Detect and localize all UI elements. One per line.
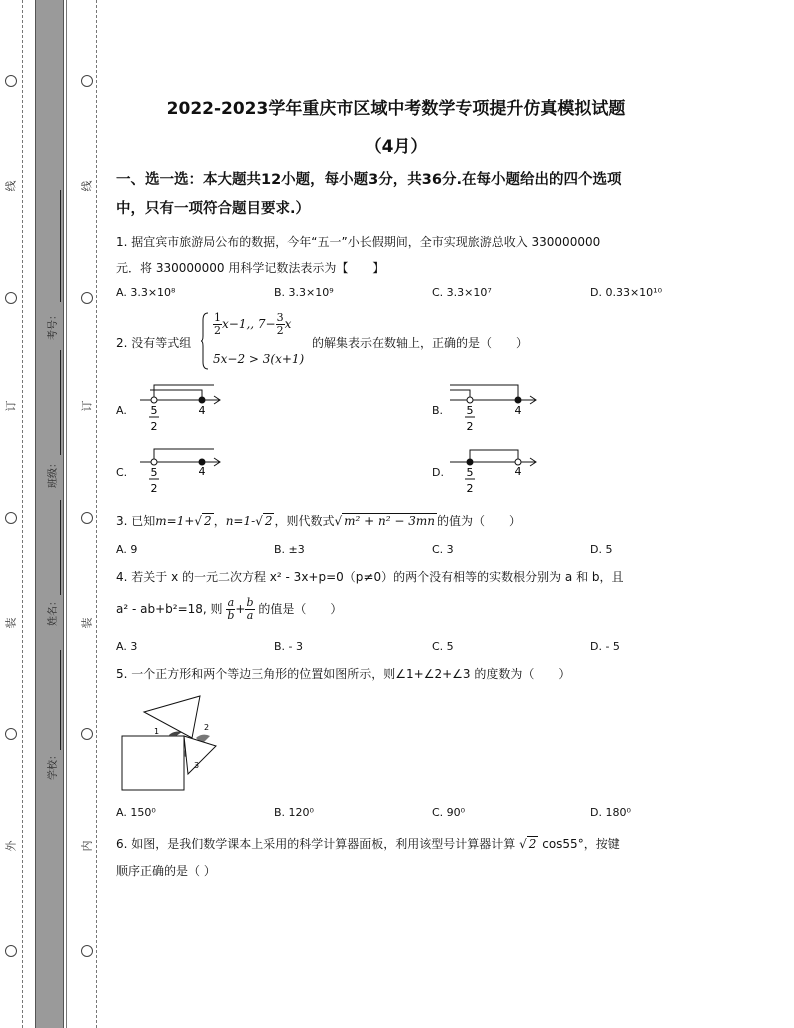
punch-hole [5,945,17,957]
field-name: 姓名： [48,596,59,626]
angle-label-1: 1 [154,727,160,736]
q2-number-line-a[interactable] [136,380,226,438]
q2-suffix: 的解集表示在数轴上，正确的是（ ） [312,336,529,350]
svg-text:4: 4 [514,465,522,478]
q5-option-a[interactable]: A. 150⁰ [116,806,156,819]
punch-hole [81,945,93,957]
name-line[interactable] [60,500,61,595]
q4-option-d[interactable]: D. - 5 [590,640,620,653]
q4-option-b[interactable]: B. - 3 [274,640,304,653]
svg-text:2: 2 [466,420,474,433]
q2-inequality-1: $\frac{1}{2}$ x−1,, 7− $\frac{3}{2}$ x [214,311,292,337]
q4-text-line1: 4. 若关于 x 的一元二次方程 x² - 3x+p=0（p≠0）的两个没有相等的实数根分别为 a 和 b，且 [116,570,624,584]
field-exam-number: 考号： [48,310,59,340]
angle-label-2: 2 [204,723,210,732]
punch-hole [5,512,17,524]
q3-text: 3. 已知m=1+√ 2 ，n=1-√ 2 ，则代数式√ m² + n² − 3mn 的值为（ ） [116,514,522,528]
q4-text-line2: a² - ab+b²=18, 则 $\frac{a}{b}$ + $\frac{b}{a}$ 的值是（ ） [116,596,343,622]
q1-option-d[interactable]: D. 0.33×10¹⁰ [590,286,662,299]
binding-margin [0,0,104,1028]
punch-hole [81,75,93,87]
field-class: 班级： [48,458,59,488]
exam-subtitle: （4月） [364,137,428,157]
punch-hole [5,75,17,87]
margin-char-xian: 线 [4,180,18,192]
q1-option-c[interactable]: C. 3.3×10⁷ [432,286,492,299]
q2-option-b[interactable]: B. [432,404,444,417]
punch-hole [81,292,93,304]
q1-text-line2: 元．将 330000000 用科学记数法表示为【 】 [116,261,385,275]
punch-hole [5,292,17,304]
svg-text:4: 4 [198,404,206,417]
q5-option-d[interactable]: D. 180⁰ [590,806,631,819]
q5-text: 5. 一个正方形和两个等边三角形的位置如图所示，则∠1+∠2+∠3 的度数为（ ） [116,667,571,681]
q1-option-b[interactable]: B. 3.3×10⁹ [274,286,334,299]
q2-number-line-d[interactable] [446,442,542,500]
svg-text:2: 2 [466,482,474,495]
punch-hole [81,512,93,524]
margin-char-nei: 内 [80,840,94,852]
q1-text-line1: 1. 据宜宾市旅游局公布的数据，今年“五一”小长假期间，全市实现旅游总收入 330000000 [116,235,601,249]
section-heading-line2: 中，只有一项符合题目要求.） [116,201,311,217]
margin-char-ding: 订 [4,400,18,412]
margin-char-zhuang: 装 [80,617,94,629]
q3-option-d[interactable]: D. 5 [590,543,613,556]
inner-dashed-line [96,0,97,1028]
q2-number-line-b[interactable] [446,380,542,438]
svg-text:5: 5 [150,466,158,479]
q2-option-c[interactable]: C. [116,466,128,479]
q6-text-line1: 6. 如图，是我们数学课本上采用的科学计算器面板，利用该型号计算器计算 √ 2 cos55°，按键 [116,837,620,851]
svg-text:4: 4 [514,404,522,417]
q3-option-b[interactable]: B. ±3 [274,543,305,556]
exam-title: 2022-2023学年重庆市区域中考数学专项提升仿真模拟试题 [166,99,626,119]
q5-figure [116,690,226,800]
svg-text:5: 5 [466,404,474,417]
q5-option-b[interactable]: B. 120⁰ [274,806,314,819]
angle-label-3: 3 [194,761,200,770]
q2-inequality-2: 5x−2 > 3(x+1) [213,352,305,366]
margin-char-zhuang: 装 [4,617,18,629]
class-line[interactable] [60,350,61,455]
q2-number-line-c[interactable] [136,442,226,500]
q2-system-brace [200,312,210,370]
svg-text:4: 4 [198,465,206,478]
school-line[interactable] [60,650,61,750]
svg-text:2: 2 [150,420,158,433]
svg-text:5: 5 [466,466,474,479]
q3-option-a[interactable]: A. 9 [116,543,138,556]
q4-option-c[interactable]: C. 5 [432,640,454,653]
q2-option-a[interactable]: A. [116,404,127,417]
q2-prefix: 2. 没有等式组 [116,336,192,350]
exam-number-line[interactable] [60,190,61,302]
q4-option-a[interactable]: A. 3 [116,640,138,653]
q3-option-c[interactable]: C. 3 [432,543,454,556]
field-school: 学校： [48,750,59,780]
svg-text:2: 2 [150,482,158,495]
q5-option-c[interactable]: C. 90⁰ [432,806,466,819]
margin-char-xian: 线 [80,180,94,192]
margin-char-wai: 外 [4,840,18,852]
svg-text:5: 5 [150,404,158,417]
punch-hole [5,728,17,740]
q1-option-a[interactable]: A. 3.3×10⁸ [116,286,176,299]
margin-char-ding: 订 [80,400,94,412]
punch-hole [81,728,93,740]
q2-option-d[interactable]: D. [432,466,444,479]
outer-dashed-line [22,0,23,1028]
section-heading-line1: 一、选一选：本大题共12小题，每小题3分，共36分.在每小题给出的四个选项 [116,172,622,188]
q6-text-line2: 顺序正确的是（ ） [116,864,216,878]
